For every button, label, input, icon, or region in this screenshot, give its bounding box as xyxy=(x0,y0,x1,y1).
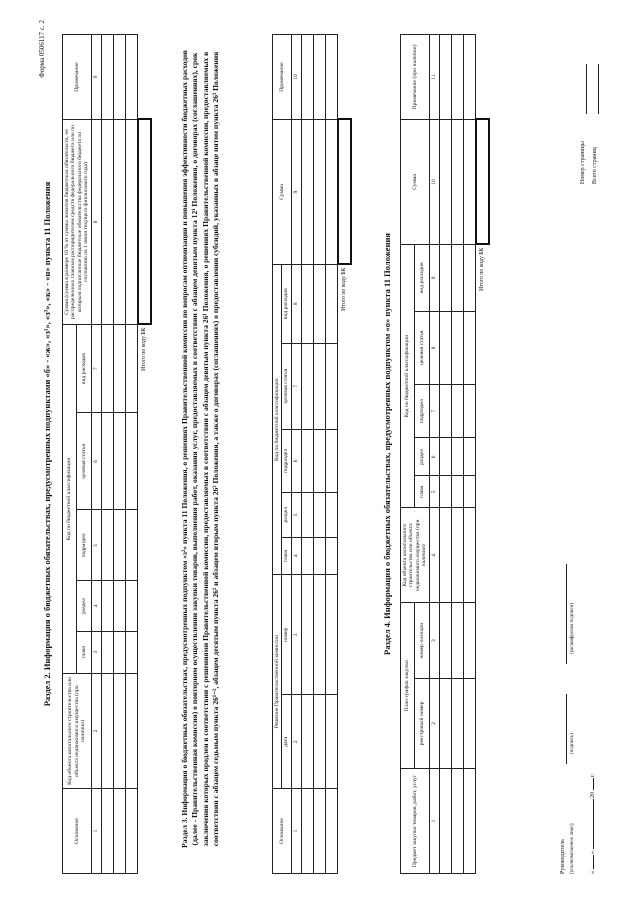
s3-h-expense: вид расходов xyxy=(282,265,291,344)
s3-h-date: дата xyxy=(282,695,291,789)
section4-table xyxy=(400,34,490,874)
table-row xyxy=(101,35,113,874)
s4-h-subject: Предмет закупки товаров, работ, услуг xyxy=(401,769,430,874)
table-row xyxy=(325,35,338,874)
s3-col-num: 10 xyxy=(291,35,301,120)
section2-table xyxy=(62,34,152,874)
page-number-label: Номер страницы xyxy=(580,141,586,184)
s4-col-num: 10 xyxy=(429,120,439,245)
s4-col-num: 11 xyxy=(429,35,439,120)
s2-h-basis: Основание xyxy=(63,789,92,874)
section4-title: Раздел 4. Информация о бюджетных обязательствах, предусмотренных подпунктом «о» пункта 11 Положения xyxy=(382,233,392,655)
s2-h-podrazdel: подраздел xyxy=(77,510,91,581)
table-row xyxy=(301,35,313,874)
s3-h-amount: Сумма xyxy=(273,120,292,265)
s2-total-cell xyxy=(138,120,151,325)
s4-h-capital: Код объекта капитального строительства или объекта недвижимого имущества (при наличии) xyxy=(401,508,430,603)
section3-table xyxy=(272,34,352,874)
signature-caption: (подпись) xyxy=(570,733,575,754)
section3-title: Раздел 3. Информация о бюджетных обязательствах, предусмотренных подпунктом «з²» пункта 11 Положения, о решениях Правительственной комиссии по вопросам оптимизации и повышения эффективности бюджетных расходов (далее - Правительственная комиссия) о повторном осуществлении закупки товаров, выполнения работ, оказания услуг, предоставляемых в соответствии с абзацем девятым пункта 12¹ Положения, о договорах (соглашениях), срок заключения которых продлен в соответствии с решениями Правительственной комиссии, предоставляемых в соответствии с абзацем девятым пункта 26¹ Положения, о решениях Правительственной комиссии, предоставляемых в соответствии с абзацем седьмым пункта 26¹⁻², абзацем десятым пункта 26² и абзацем вторым пункта 26³ Положения, а также о договорах (соглашениях) о предоставлении субсидий, указанных в абзаце пятом пункта 26³ Положения xyxy=(180,50,220,848)
s4-total-label: Итого по коду БК xyxy=(479,247,486,291)
s3-col-num: 6 xyxy=(291,429,301,492)
s3-col-num: 2 xyxy=(291,695,301,789)
s4-h-glava: глава xyxy=(415,476,429,508)
s4-h-podrazdel: подраздел xyxy=(415,384,429,438)
s2-col-num: 9 xyxy=(91,35,101,120)
s2-h-expense: вид расходов xyxy=(77,325,91,413)
table-row xyxy=(125,35,138,874)
s4-col-num: 4 xyxy=(429,508,439,603)
s3-h-podrazdel: подраздел xyxy=(282,429,291,492)
s2-col-num: 4 xyxy=(91,581,101,631)
s3-col-num: 1 xyxy=(291,789,301,874)
decode-line xyxy=(566,564,567,664)
s4-col-num: 9 xyxy=(429,245,439,312)
s2-h-note: Примечание xyxy=(63,35,92,120)
table-row xyxy=(463,35,476,874)
s2-col-num: 3 xyxy=(91,631,101,673)
date-close-quote: » xyxy=(590,851,596,854)
s3-total-cell xyxy=(338,120,351,265)
s2-col-num: 2 xyxy=(91,674,101,789)
form-number: Форма 0506117 с. 2 xyxy=(38,20,46,78)
signature-line xyxy=(566,694,567,764)
s4-col-num: 8 xyxy=(429,311,439,384)
date-line xyxy=(590,774,596,874)
s4-col-num: 3 xyxy=(429,603,439,679)
head-label: Руководитель xyxy=(560,839,566,874)
table-row xyxy=(439,35,451,874)
s2-h-amount: Сумма (сумма в размере 10 % от суммы лимитов бюджетных обязательств, не распределенных главным распорядителем средств федерального бюджета или по которым подписанные бюджетные обязательства федерального бюджета по состоянию на 1 июня текущего финансового года) xyxy=(63,120,92,325)
section2-title: Раздел 2. Информация о бюджетных обязательствах, предусмотренных подпунктами «б» - «ж», «з¹», «з³», «к» - «н» пункта 11 Положения xyxy=(42,181,52,707)
s2-col-num: 6 xyxy=(91,413,101,510)
table-row xyxy=(451,35,463,874)
s4-h-razdel: раздел xyxy=(415,438,429,476)
date-year: 20 xyxy=(590,792,596,798)
decode-caption: (расшифровка подписи) xyxy=(570,602,575,654)
s3-h-basis: Основание xyxy=(273,789,292,874)
date-year-suffix: г. xyxy=(590,773,596,777)
s4-col-num: 6 xyxy=(429,438,439,476)
s4-total-cell xyxy=(476,120,489,245)
s2-col-num: 1 xyxy=(91,789,101,874)
head-caption: (уполномоченное лицо) xyxy=(570,823,575,874)
s2-col-num: 7 xyxy=(91,325,101,413)
s2-total-label: Итого по коду БК xyxy=(141,327,148,371)
s3-h-number: номер xyxy=(282,575,291,695)
s4-h-expense: вид расходов xyxy=(415,245,429,312)
s4-h-target: целевая статья xyxy=(415,311,429,384)
total-pages-line xyxy=(598,64,599,114)
table-row xyxy=(313,35,325,874)
s3-col-num: 3 xyxy=(291,575,301,695)
s4-h-pos: номер позиции xyxy=(415,603,429,679)
s3-h-glava: глава xyxy=(282,537,291,575)
s2-h-capital: Код объекта капитального строительства или объекта недвижимого имущества (при наличии) xyxy=(63,674,92,789)
s3-col-num: 5 xyxy=(291,492,301,537)
table-row xyxy=(113,35,125,874)
s4-h-budget: Код по бюджетной классификации xyxy=(401,245,415,508)
s4-col-num: 5 xyxy=(429,476,439,508)
page-number-line xyxy=(586,64,587,114)
s2-col-num: 5 xyxy=(91,510,101,581)
s3-h-budget: Код по бюджетной классификации xyxy=(273,265,282,575)
s2-h-budget: Код по бюджетной классификации xyxy=(63,325,77,674)
s2-h-razdel: раздел xyxy=(77,581,91,631)
date-open-quote: « xyxy=(590,871,596,874)
s3-col-num: 9 xyxy=(291,120,301,265)
s3-h-target: целевая статья xyxy=(282,343,291,429)
s3-col-num: 7 xyxy=(291,343,301,429)
s2-col-num: 8 xyxy=(91,120,101,325)
s3-col-num: 8 xyxy=(291,265,301,344)
total-pages-label: Всего страниц xyxy=(592,147,598,184)
s3-h-razdel: раздел xyxy=(282,492,291,537)
s3-total-label: Итого по коду БК xyxy=(341,267,348,311)
s4-h-plan: План-график закупки xyxy=(401,603,415,769)
s4-h-reg: реестровый номер xyxy=(415,678,429,768)
s3-col-num: 4 xyxy=(291,537,301,575)
s4-col-num: 2 xyxy=(429,678,439,768)
s4-h-note: Примечание (при наличии) xyxy=(401,35,430,120)
s4-h-amount: Сумма xyxy=(401,120,430,245)
s2-h-glava: глава xyxy=(77,631,91,673)
s3-h-decision: Решение Правительственной комиссии xyxy=(273,575,282,789)
s3-h-note: Примечание xyxy=(273,35,292,120)
s4-col-num: 7 xyxy=(429,384,439,438)
s2-h-target: целевая статья xyxy=(77,413,91,510)
s4-col-num: 1 xyxy=(429,769,439,874)
